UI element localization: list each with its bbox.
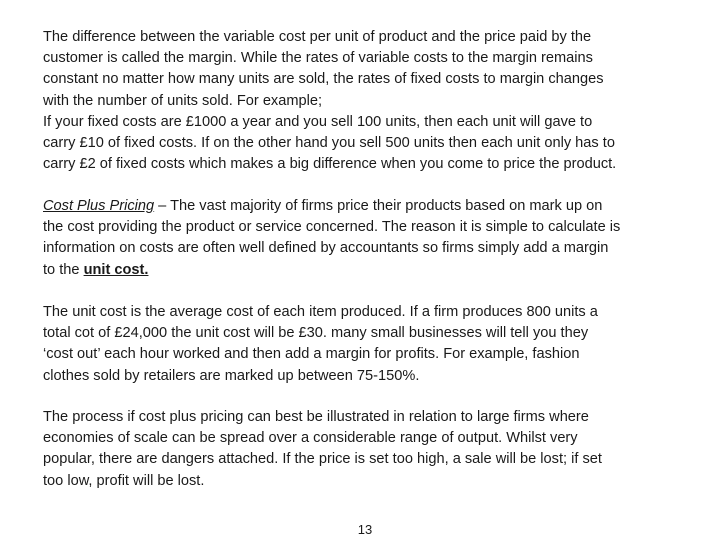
text-fragment: to the — [43, 261, 84, 278]
text-line: popular, there are dangers attached. If the price is set too high, a sale will be lost; if set — [43, 451, 602, 468]
text-line: constant no matter how many units are sold, the rates of fixed costs to margin changes — [43, 71, 604, 88]
text-line: too low, profit will be lost. — [43, 472, 205, 489]
text-line: economies of scale can be spread over a considerable range of output. Whilst very — [43, 430, 578, 447]
text-line: clothes sold by retailers are marked up between 75-150%. — [43, 367, 420, 384]
text-line: If your fixed costs are £1000 a year and you sell 100 units, then each unit will gave to — [43, 113, 593, 130]
text-line: carry £10 of fixed costs. If on the other hand you sell 500 units then each unit only has to — [43, 135, 615, 152]
text-line: with the number of units sold. For example; — [43, 92, 323, 109]
text-line — [43, 260, 683, 281]
unit-cost-paragraph — [43, 302, 683, 387]
process-paragraph — [43, 407, 683, 492]
margin-paragraph — [43, 27, 683, 175]
text-line: The difference between the variable cost per unit of product and the price paid by the — [43, 29, 592, 45]
unit-cost-link[interactable]: unit cost. — [83, 261, 149, 278]
text-line: carry £2 of fixed costs which makes a big difference when you come to price the product. — [43, 156, 617, 173]
text-fragment: – The vast majority of firms price their products based on mark up on — [154, 198, 603, 214]
text-line: ‘cost out’ each hour worked and then add a margin for profits. For example, fashion — [43, 346, 580, 363]
cost-plus-pricing-heading: Cost Plus Pricing — [43, 198, 155, 214]
text-line — [43, 196, 683, 217]
text-line: information on costs are often well defined by accountants so firms simply add a margin — [43, 240, 609, 257]
cost-plus-pricing-paragraph — [43, 196, 683, 281]
text-line: customer is called the margin. While the rates of variable costs to the margin remains — [43, 50, 593, 67]
text-line: total cot of £24,000 the unit cost will be £30. many small businesses will tell you they — [43, 325, 589, 342]
page-number: 13 — [357, 522, 373, 537]
text-line: the cost providing the product or service concerned. The reason it is simple to calculate is — [43, 219, 621, 236]
text-line: The process if cost plus pricing can best be illustrated in relation to large firms where — [43, 409, 589, 425]
text-line: The unit cost is the average cost of each item produced. If a firm produces 800 units a — [43, 304, 598, 320]
